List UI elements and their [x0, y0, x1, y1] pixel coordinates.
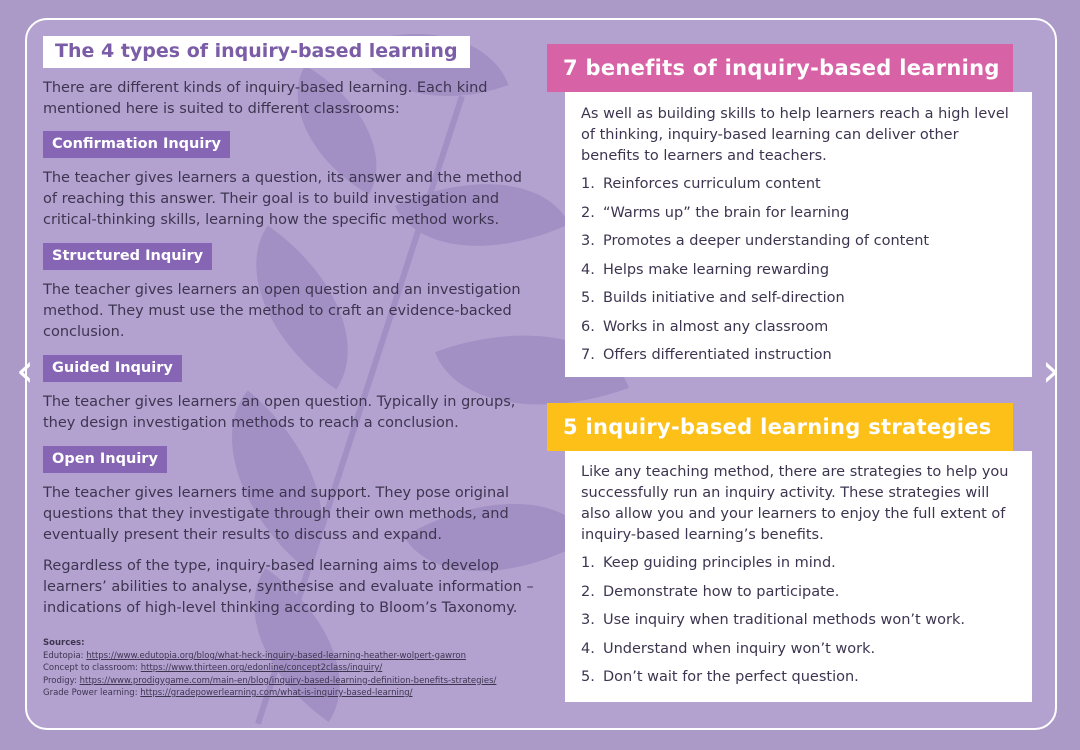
list-item: [581, 610, 1016, 631]
list-item: [581, 231, 1016, 252]
list-item: [581, 260, 1016, 281]
type-description-structured: The teacher gives learners an open question and an investigation method. They must use the method to craft an evidence-backed conclusion.: [43, 282, 521, 340]
list-number: 1.: [581, 555, 595, 571]
list-text: Keep guiding principles in mind.: [603, 555, 836, 571]
list-number: 7.: [581, 347, 595, 363]
list-item: [581, 317, 1016, 338]
list-number: 2.: [581, 204, 595, 221]
type-description-open: The teacher gives learners time and support. They pose original questions that they investigate through their own methods, and eventually present their results to discuss and expand.: [43, 485, 510, 543]
strategies-list: [581, 553, 1016, 688]
list-text: Understand when inquiry won’t work.: [603, 640, 876, 657]
benefits-intro: As well as building skills to help learners reach a high level of thinking, inquiry-based learning can deliver other benefits to learners and teachers.: [581, 106, 1009, 164]
list-text: Demonstrate how to participate.: [603, 583, 840, 600]
benefits-list: [581, 174, 1016, 366]
intro-paragraph: There are different kinds of inquiry-based learning. Each kind mentioned here is suited to different classrooms:: [43, 80, 488, 117]
chevron-left-icon[interactable]: ‹: [15, 343, 35, 397]
list-item: [581, 553, 1016, 574]
list-number: 1.: [581, 176, 595, 192]
source-item: [43, 675, 538, 688]
benefits-heading: 7 benefits of inquiry-based learning: [547, 44, 1013, 92]
source-link[interactable]: https://www.edutopia.org/blog/what-heck-inquiry-based-learning-heather-wolpert-gawron: [86, 650, 467, 661]
list-number: 2.: [581, 583, 595, 600]
source-link[interactable]: https://www.prodigygame.com/main-en/blog/inquiry-based-learning-definition-benefits-strategies/: [79, 675, 497, 686]
list-item: [581, 203, 1016, 224]
source-name: Concept to classroom:: [43, 663, 139, 673]
sources-list: [43, 637, 538, 700]
list-text: Offers differentiated instruction: [603, 347, 832, 363]
list-item: [581, 345, 1016, 366]
source-link[interactable]: https://www.thirteen.org/edonline/concept2class/inquiry/: [140, 663, 383, 673]
source-item: [43, 687, 538, 700]
list-text: Builds initiative and self-direction: [603, 290, 845, 306]
list-text: Helps make learning rewarding: [603, 261, 830, 278]
list-number: 3.: [581, 233, 595, 249]
list-item: [581, 174, 1016, 195]
source-name: Grade Power learning:: [43, 688, 138, 698]
list-number: 5.: [581, 290, 595, 306]
strategies-intro: Like any teaching method, there are strategies to help you successfully run an inquiry activity. These strategies will also allow you and your learners to enjoy the full extent of inquiry-based learning’s benefits.: [581, 464, 1009, 543]
section-title: The 4 types of inquiry-based learning: [43, 36, 470, 68]
list-item: [581, 582, 1016, 603]
source-item: [43, 662, 538, 675]
type-label-confirmation: Confirmation Inquiry: [43, 131, 230, 158]
list-item: [581, 288, 1016, 309]
type-label-open: Open Inquiry: [43, 446, 167, 473]
source-name: Prodigy:: [43, 675, 77, 686]
type-label-structured: Structured Inquiry: [43, 243, 212, 270]
closing-paragraph: Regardless of the type, inquiry-based learning aims to develop learners’ abilities to analyse, synthesise and evaluate information – indications of high-level thinking according to Bloom’s Taxonomy.: [43, 558, 534, 616]
list-number: 6.: [581, 318, 595, 335]
list-item: [581, 639, 1016, 660]
strategies-heading: 5 inquiry-based learning strategies: [547, 403, 1013, 451]
list-number: 5.: [581, 669, 595, 685]
list-text: Don’t wait for the perfect question.: [603, 669, 859, 685]
source-item: [43, 650, 538, 663]
source-link[interactable]: https://gradepowerlearning.com/what-is-inquiry-based-learning/: [140, 688, 413, 698]
type-description-guided: The teacher gives learners an open question. Typically in groups, they design investigation methods to reach a conclusion.: [43, 394, 516, 431]
list-text: Promotes a deeper understanding of content: [603, 233, 930, 249]
list-text: “Warms up” the brain for learning: [603, 204, 850, 221]
list-number: 3.: [581, 612, 595, 628]
type-description-confirmation: The teacher gives learners a question, its answer and the method of reaching this answer. Their goal is to build investigation and critical-thinking skills, learning how the specific method works.: [43, 170, 522, 228]
strategies-box: [565, 451, 1032, 702]
list-item: [581, 667, 1016, 688]
list-text: Use inquiry when traditional methods won’t work.: [603, 612, 966, 628]
list-text: Works in almost any classroom: [603, 318, 829, 335]
inquiry-types-section: [43, 36, 538, 700]
type-label-guided: Guided Inquiry: [43, 355, 182, 382]
chevron-right-icon[interactable]: ›: [1041, 343, 1061, 397]
sources-heading: Sources:: [43, 638, 85, 648]
benefits-box: [565, 92, 1032, 377]
list-number: 4.: [581, 640, 595, 657]
source-name: Edutopia:: [43, 650, 84, 661]
list-number: 4.: [581, 261, 595, 278]
list-text: Reinforces curriculum content: [603, 176, 821, 192]
